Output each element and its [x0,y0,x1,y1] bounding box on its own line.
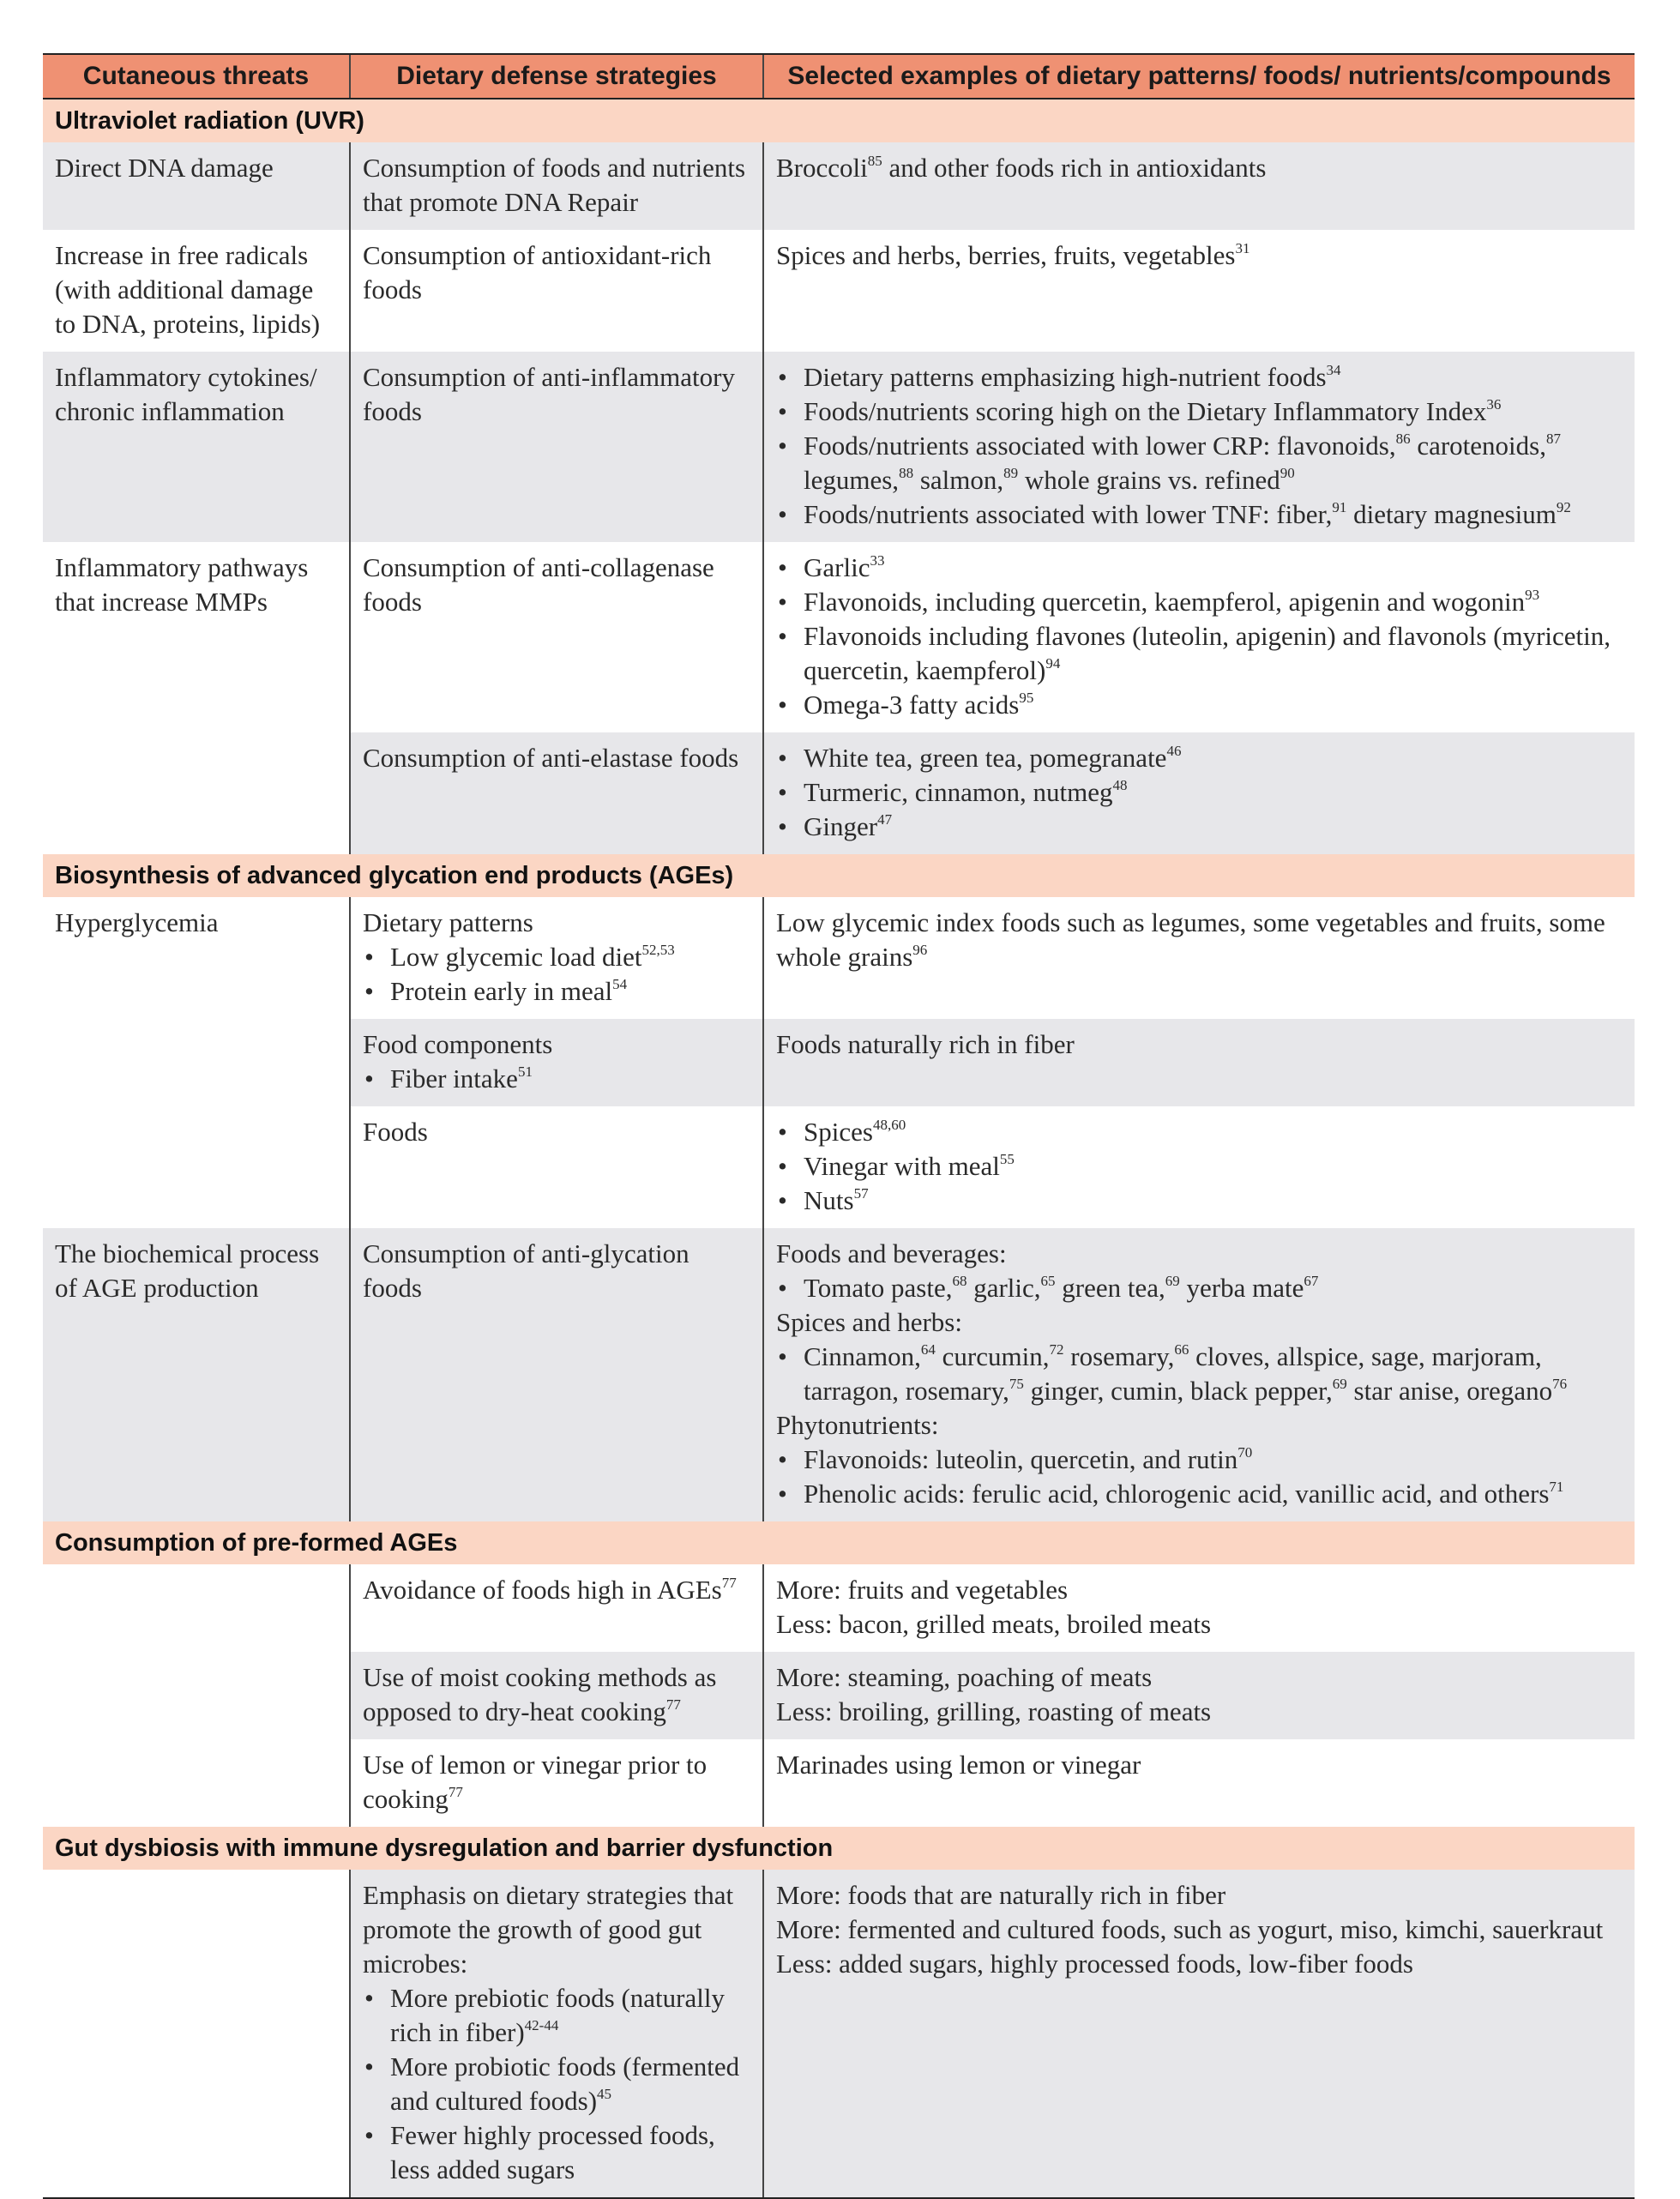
cutaneous-threat-cell: Inflammatory pathways that increase MMPs [55,552,309,617]
reference-superscript: 96 [912,942,928,958]
bullet-item: • Fewer highly processed foods, less added sugars [363,2118,752,2187]
selected-examples-cell: More: foods that are naturally rich in fiber More: fermented and cultured foods, such as yogurt, miso, kimchi, sauerkraut Less: added sugars, highly processed foods, low-fiber foods [763,1870,1635,2197]
reference-superscript: 93 [1525,587,1540,603]
dietary-strategy-cell: Avoidance of foods high in AGEs$^{77}$ [350,1564,763,1652]
cutaneous-threat-cell: Hyperglycemia [55,907,219,937]
bullet-item: • White tea, green tea, pomegranate$^{46}$ [776,741,1624,775]
dietary-strategy-cell: Consumption of anti-inflammatory foods [350,352,763,542]
reference-superscript: 69 [1332,1376,1347,1392]
table-row [43,1870,1635,2197]
bullet-list [776,1115,1624,1218]
bullet-list [776,360,1624,532]
reference-superscript: 92 [1556,499,1571,515]
section-row [43,854,1635,897]
section-row [43,99,1635,142]
reference-superscript: 76 [1552,1376,1568,1392]
bullet-item: • Dietary patterns emphasizing high-nutrient foods$^{34}$ [776,360,1624,395]
reference-superscript: 52,53 [641,942,675,958]
bullet-item: • Flavonoids, including quercetin, kaempferol, apigenin and wogonin$^{93}$ [776,585,1624,619]
selected-examples-cell: Foods naturally rich in fiber [763,1019,1635,1106]
header-selected-examples: Selected examples of dietary patterns/ foods/ nutrients/compounds [763,54,1635,99]
cutaneous-threat-cell: The biochemical process of AGE production [43,1228,350,1521]
selected-examples-cell: Spices and herbs, berries, fruits, vegetables$^{31}$ [763,230,1635,352]
bullet-list [776,1443,1624,1511]
bullet-item: • Spices$^{48,60}$ [776,1115,1624,1149]
reference-superscript: 55 [999,1151,1015,1167]
bullet-list [363,1062,752,1096]
reference-superscript: 48,60 [872,1117,906,1133]
reference-superscript: 69 [1165,1273,1180,1289]
reference-superscript: 66 [1174,1341,1189,1358]
selected-examples-cell: More: steaming, poaching of meats Less: broiling, grilling, roasting of meats [763,1652,1635,1739]
dietary-strategy-cell: Foods [350,1106,763,1228]
bullet-item: • Protein early in meal$^{54}$ [363,974,752,1009]
selected-examples-cell: Marinades using lemon or vinegar [763,1739,1635,1827]
dietary-strategy-cell: Consumption of anti-collagenase foods [350,542,763,732]
bullet-item: • More probiotic foods (fermented and cultured foods)$^{45}$ [363,2050,752,2118]
selected-examples-cell [763,1106,1635,1228]
dietary-strategy-cell: Dietary patterns • Low glycemic load diet$^{52,53}$ • Protein early in meal$^{54}$ [350,897,763,1019]
bullet-item: • Omega-3 fatty acids$^{95}$ [776,688,1624,722]
bullet-item: • Vinegar with meal$^{55}$ [776,1149,1624,1184]
reference-superscript: 46 [1166,743,1182,759]
reference-superscript: 68 [952,1273,967,1289]
reference-superscript: 64 [920,1341,936,1358]
bullet-item: • Fiber intake$^{51}$ [363,1062,752,1096]
bullet-item: • Foods/nutrients associated with lower CRP: flavonoids,$^{86}$ carotenoids,$^{87}$ legumes,$^{88}$ salmon,$^{89}$ whole grains vs. refined$^{90}$ [776,429,1624,497]
cutaneous-threat-cell: Increase in free radicals (with additional damage to DNA, proteins, lipids) [55,240,321,339]
table-row [43,897,1635,1019]
table-body [43,99,1635,2197]
selected-examples-cell [763,352,1635,542]
section-row [43,1827,1635,1870]
diet-defense-table [43,53,1635,2197]
bullet-item: • More prebiotic foods (naturally rich in fiber)$^{42-44}$ [363,1981,752,2050]
bullet-list [776,1340,1624,1408]
reference-superscript: 94 [1045,655,1061,672]
dietary-strategy-cell: Consumption of anti-elastase foods [350,732,763,854]
reference-superscript: 31 [1235,240,1250,256]
reference-superscript: 42-44 [524,2017,559,2033]
dietary-strategy-cell: Consumption of anti-glycation foods [350,1228,763,1521]
section-title: Gut dysbiosis with immune dysregulation and barrier dysfunction [43,1827,1635,1870]
selected-examples-cell: Foods and beverages: • Tomato paste,$^{68}$ garlic,$^{65}$ green tea,$^{69}$ yerba mate$^{67}$ Spices and herbs: • Cinnamon,$^{64}$ curcumin,$^{72}$ rosemary,$^{66}$ cloves, allspice, sage, marjoram, tarragon, rosemary,$^{75}$ ginger, cumin, black pepper,$^{69}$ star anise, oregano$^{76}$ Phytonutrients: • Flavonoids: luteolin, quercetin, and rutin$^{70}$ • Phenolic acids: ferulic acid, chlorogenic acid, vanillic acid, and others$^{71}$ [763,1228,1635,1521]
selected-examples-cell: Low glycemic index foods such as legumes, some vegetables and fruits, some whole grains$^{96}$ [763,897,1635,1019]
reference-superscript: 91 [1332,499,1347,515]
table-row [43,142,1635,230]
bullet-list [363,940,752,1009]
bullet-item: • Flavonoids: luteolin, quercetin, and rutin$^{70}$ [776,1443,1624,1477]
reference-superscript: 67 [1304,1273,1319,1289]
bullet-item: • Low glycemic load diet$^{52,53}$ [363,940,752,974]
dietary-strategy-cell: Consumption of antioxidant-rich foods [350,230,763,352]
reference-superscript: 45 [597,2086,612,2102]
bullet-item: • Garlic$^{33}$ [776,551,1624,585]
cutaneous-threat-cell-empty [43,1870,350,2197]
reference-superscript: 95 [1019,690,1034,706]
section-title: Biosynthesis of advanced glycation end products (AGEs) [43,854,1635,897]
selected-examples-cell [763,732,1635,854]
reference-superscript: 77 [448,1784,463,1800]
cutaneous-threat-cell: Direct DNA damage [43,142,350,230]
cutaneous-threat-cell: Inflammatory cytokines/ chronic inflammation [43,352,350,542]
bullet-item: • Ginger$^{47}$ [776,810,1624,844]
bullet-item: • Nuts$^{57}$ [776,1184,1624,1218]
reference-superscript: 75 [1009,1376,1024,1392]
reference-superscript: 65 [1040,1273,1056,1289]
reference-superscript: 48 [1112,777,1128,793]
bullet-list [776,1271,1624,1305]
bullet-list [363,1981,752,2187]
table-header [43,54,1635,99]
reference-superscript: 86 [1395,431,1411,447]
section-title: Consumption of pre-formed AGEs [43,1521,1635,1564]
bullet-item: • Phenolic acids: ferulic acid, chlorogenic acid, vanillic acid, and others$^{71}$ [776,1477,1624,1511]
header-cutaneous-threats: Cutaneous threats [43,54,350,99]
dietary-strategy-cell: Use of moist cooking methods as opposed to dry-heat cooking$^{77}$ [350,1652,763,1739]
reference-superscript: 47 [877,811,893,828]
dietary-strategy-cell: Food components • Fiber intake$^{51}$ [350,1019,763,1106]
bullet-item: • Foods/nutrients associated with lower TNF: fiber,$^{91}$ dietary magnesium$^{92}$ [776,497,1624,532]
table-row [43,1228,1635,1521]
section-row [43,1521,1635,1564]
bullet-list [776,741,1624,844]
bullet-item: • Turmeric, cinnamon, nutmeg$^{48}$ [776,775,1624,810]
selected-examples-cell: Broccoli$^{85}$ and other foods rich in antioxidants [763,142,1635,230]
reference-superscript: 57 [853,1185,869,1202]
reference-superscript: 87 [1545,431,1561,447]
reference-superscript: 85 [867,153,882,169]
reference-superscript: 54 [612,976,628,992]
reference-superscript: 70 [1237,1444,1253,1461]
bullet-list [776,551,1624,722]
table-row [43,1564,1635,1652]
dietary-strategy-cell: Consumption of foods and nutrients that promote DNA Repair [350,142,763,230]
bullet-item: • Tomato paste,$^{68}$ garlic,$^{65}$ green tea,$^{69}$ yerba mate$^{67}$ [776,1271,1624,1305]
table-row [43,542,1635,732]
bullet-item: • Cinnamon,$^{64}$ curcumin,$^{72}$ rosemary,$^{66}$ cloves, allspice, sage, marjoram, tarragon, rosemary,$^{75}$ ginger, cumin, black pepper,$^{69}$ star anise, oregano$^{76}$ [776,1340,1624,1408]
diet-defense-table-page [43,53,1635,2199]
reference-superscript: 36 [1486,396,1502,413]
reference-superscript: 88 [899,465,914,481]
dietary-strategy-cell: Emphasis on dietary strategies that promote the growth of good gut microbes: • More prebiotic foods (naturally rich in fiber)$^{42-44}$ • More probiotic foods (fermented and cultured foods)$^{45}$ • Fewer highly processed foods, less added sugars [350,1870,763,2197]
cutaneous-threat-cell-empty [43,1564,350,1827]
dietary-strategy-cell: Use of lemon or vinegar prior to cooking$^{77}$ [350,1739,763,1827]
reference-superscript: 72 [1049,1341,1064,1358]
reference-superscript: 90 [1280,465,1295,481]
selected-examples-cell [763,542,1635,732]
reference-superscript: 71 [1549,1479,1564,1495]
reference-superscript: 77 [721,1575,737,1591]
bullet-item: • Foods/nutrients scoring high on the Dietary Inflammatory Index$^{36}$ [776,395,1624,429]
reference-superscript: 34 [1326,362,1341,378]
table-row [43,230,1635,352]
reference-superscript: 33 [870,552,885,569]
reference-superscript: 89 [1003,465,1019,481]
table-row [43,352,1635,542]
header-dietary-defense-strategies: Dietary defense strategies [350,54,763,99]
section-title: Ultraviolet radiation (UVR) [43,99,1635,142]
reference-superscript: 77 [665,1696,681,1713]
reference-superscript: 51 [517,1063,533,1080]
bullet-item: • Flavonoids including flavones (luteolin, apigenin) and flavonols (myricetin, quercetin, kaempferol)$^{94}$ [776,619,1624,688]
selected-examples-cell: More: fruits and vegetables Less: bacon, grilled meats, broiled meats [763,1564,1635,1652]
